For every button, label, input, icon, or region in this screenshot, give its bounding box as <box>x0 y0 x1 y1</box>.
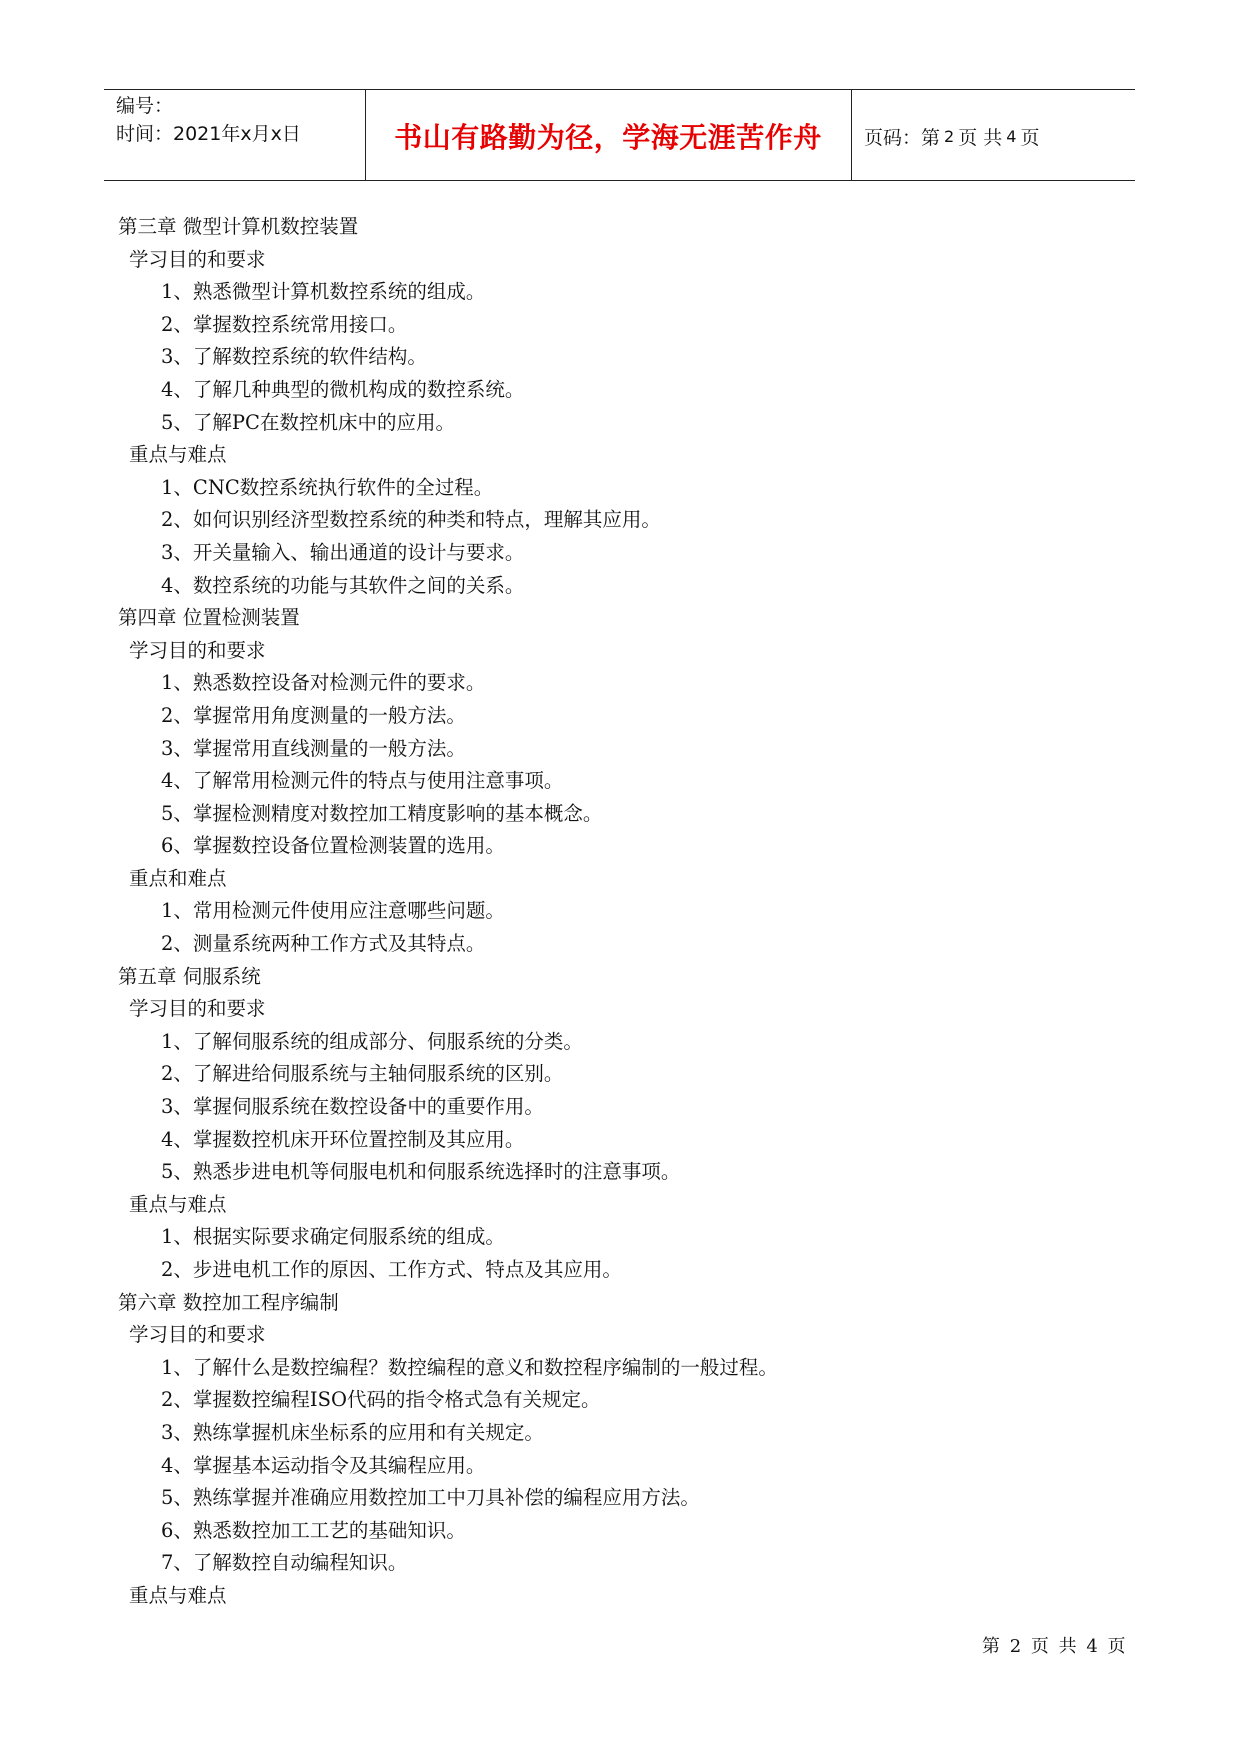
page-prefix: 页码：第 <box>864 126 941 149</box>
list-item: 2、掌握数控编程ISO代码的指令格式急有关规定。 <box>161 1388 601 1412</box>
list-item: 3、熟练掌握机床坐标系的应用和有关规定。 <box>161 1420 544 1444</box>
header-meta <box>116 92 301 148</box>
list-item: 3、掌握常用直线测量的一般方法。 <box>161 736 466 760</box>
list-item: 2、测量系统两种工作方式及其特点。 <box>161 932 486 956</box>
time-label: 时间：2021年x月x日 <box>116 123 301 145</box>
list-item: 5、掌握检测精度对数控加工精度影响的基本概念。 <box>161 801 603 825</box>
header-divider <box>851 90 852 180</box>
list-item: 2、如何识别经济型数控系统的种类和特点，理解其应用。 <box>161 508 661 532</box>
list-item: 4、了解几种典型的微机构成的数控系统。 <box>161 377 525 401</box>
list-item: 5、熟悉步进电机等伺服电机和伺服系统选择时的注意事项。 <box>161 1160 681 1184</box>
list-item: 4、数控系统的功能与其软件之间的关系。 <box>161 573 525 597</box>
list-item: 5、了解PC在数控机床中的应用。 <box>161 410 455 434</box>
list-item: 5、熟练掌握并准确应用数控加工中刀具补偿的编程应用方法。 <box>161 1486 700 1510</box>
list-item: 2、掌握常用角度测量的一般方法。 <box>161 703 466 727</box>
serial-number-label: 编号： <box>116 95 174 117</box>
chapter-heading: 第三章 微型计算机数控装置 <box>118 215 359 238</box>
list-item: 7、了解数控自动编程知识。 <box>161 1551 408 1575</box>
section-heading: 重点与难点 <box>129 1583 227 1607</box>
section-heading: 学习目的和要求 <box>129 638 266 662</box>
list-item: 2、了解进给伺服系统与主轴伺服系统的区别。 <box>161 1062 564 1086</box>
section-heading: 学习目的和要求 <box>129 997 266 1021</box>
list-item: 3、掌握伺服系统在数控设备中的重要作用。 <box>161 1095 544 1119</box>
chapter-heading: 第四章 位置检测装置 <box>118 606 300 630</box>
section-heading: 重点与难点 <box>129 1192 227 1216</box>
list-item: 1、熟悉微型计算机数控系统的组成。 <box>161 280 486 304</box>
page-total: 4 <box>1006 126 1017 146</box>
list-item: 1、熟悉数控设备对检测元件的要求。 <box>161 671 486 695</box>
list-item: 4、掌握数控机床开环位置控制及其应用。 <box>161 1127 525 1151</box>
section-heading: 学习目的和要求 <box>129 1323 266 1347</box>
header-motto: 书山有路勤为径，学海无涯苦作舟 <box>394 121 822 154</box>
list-item: 2、步进电机工作的原因、工作方式、特点及其应用。 <box>161 1258 622 1281</box>
list-item: 2、掌握数控系统常用接口。 <box>161 312 408 336</box>
list-item: 1、了解什么是数控编程？数控编程的意义和数控程序编制的一般过程。 <box>161 1355 778 1379</box>
document-header <box>104 89 1135 181</box>
page-current: 2 <box>944 126 955 146</box>
list-item: 4、掌握基本运动指令及其编程应用。 <box>161 1453 486 1477</box>
document-body <box>118 211 1118 1613</box>
list-item: 3、了解数控系统的软件结构。 <box>161 345 427 369</box>
list-item: 6、掌握数控设备位置检测装置的选用。 <box>161 834 505 858</box>
chapter-heading: 第六章 数控加工程序编制 <box>118 1290 339 1314</box>
list-item: 4、了解常用检测元件的特点与使用注意事项。 <box>161 769 564 793</box>
page-suffix: 页 <box>1020 126 1040 149</box>
list-item: 1、了解伺服系统的组成部分、伺服系统的分类。 <box>161 1029 583 1053</box>
list-item: 1、根据实际要求确定伺服系统的组成。 <box>161 1225 505 1249</box>
section-heading: 学习目的和要求 <box>129 247 266 271</box>
section-heading: 重点和难点 <box>129 866 227 890</box>
page-middle: 页 共 <box>958 126 1003 149</box>
list-item: 1、CNC数控系统执行软件的全过程。 <box>161 475 494 499</box>
list-item: 6、熟悉数控加工工艺的基础知识。 <box>161 1518 466 1542</box>
list-item: 1、常用检测元件使用应注意哪些问题。 <box>161 899 505 923</box>
page-footer: 第 2 页 共 4 页 <box>982 1636 1128 1657</box>
section-heading: 重点与难点 <box>129 443 227 467</box>
header-page-number <box>864 90 1039 182</box>
chapter-heading: 第五章 伺服系统 <box>118 964 261 988</box>
list-item: 3、开关量输入、输出通道的设计与要求。 <box>161 540 525 564</box>
